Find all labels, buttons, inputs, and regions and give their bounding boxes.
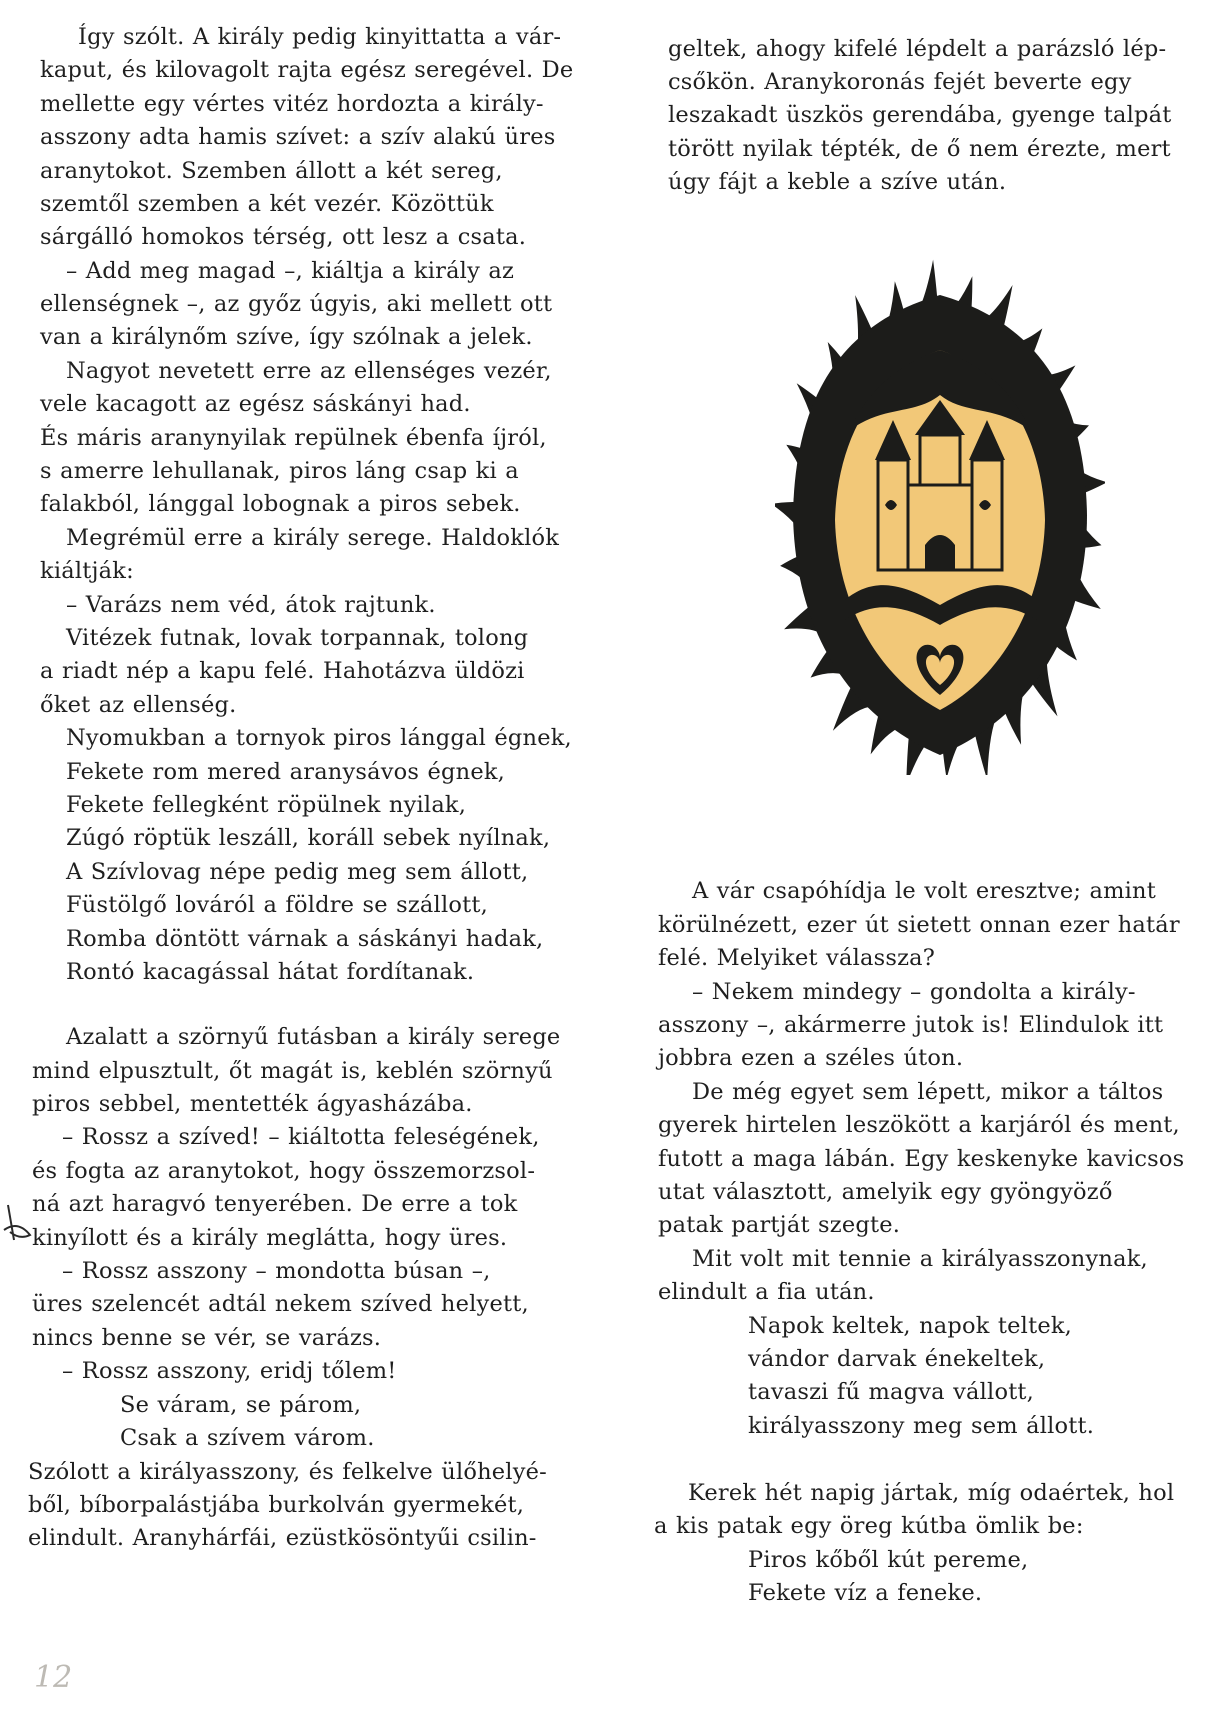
text-line: geltek, ahogy kifelé lépdelt a parázsló lép- (668, 36, 1167, 62)
text-line: ből, bíborpalástjába burkolván gyermekét, (28, 1492, 525, 1518)
text-line: – Varázs nem véd, átok rajtunk. (66, 592, 436, 618)
text-line: kinyílott és a király meglátta, hogy üres. (32, 1225, 508, 1251)
poem-line: vándor darvak énekeltek, (748, 1346, 1046, 1372)
poem-line: Fekete fellegként röpülnek nyilak, (66, 792, 467, 818)
text-line: ná azt haragvó tenyerében. De erre a tok (32, 1191, 518, 1217)
text-line: piros sebbel, mentették ágyasházába. (32, 1091, 473, 1117)
text-line: felé. Melyiket válassza? (658, 945, 936, 971)
text-line: Azalatt a szörnyű futásban a király serege (66, 1024, 561, 1050)
text-line: falakból, lánggal lobognak a piros sebek. (40, 491, 521, 517)
poem-line: A Szívlovag népe pedig meg sem állott, (66, 859, 529, 885)
page-number: 12 (34, 1660, 73, 1695)
text-line: – Rossz asszony, eridj tőlem! (62, 1358, 397, 1384)
poem-line: Fekete víz a feneke. (748, 1580, 983, 1606)
text-line: ellenségnek –, az győz úgyis, aki mellett ott (40, 291, 553, 317)
text-line: a riadt nép a kapu felé. Hahotázva üldözi (40, 658, 525, 684)
text-line: jobbra ezen a széles úton. (658, 1045, 964, 1071)
text-line: körülnézett, ezer út sietett onnan ezer határ (658, 912, 1180, 938)
text-line: utat választott, amelyik egy gyöngyöző (658, 1179, 1113, 1205)
text-line: Szólott a királyasszony, és felkelve ülőhelyé- (28, 1459, 547, 1485)
poem-line: Nyomukban a tornyok piros lánggal égnek, (66, 725, 572, 751)
text-line: A vár csapóhídja le volt eresztve; amint (692, 878, 1156, 904)
text-line: És máris aranynyilak repülnek ébenfa íjról, (40, 425, 547, 451)
text-line: nincs benne se vér, se varázs. (32, 1325, 382, 1351)
text-line: a kis patak egy öreg kútba ömlik be: (654, 1513, 1084, 1539)
text-line: asszony adta hamis szívet: a szív alakú üres (40, 124, 556, 150)
text-line: törött nyilak tépték, de ő nem érezte, mert (668, 136, 1171, 162)
text-line: és fogta az aranytokot, hogy összemorzsol- (32, 1158, 536, 1184)
poem-line: Csak a szívem várom. (120, 1425, 375, 1451)
text-line: mind elpusztult, őt magát is, keblén szörnyű (32, 1058, 553, 1084)
poem-line: Fekete rom mered aranysávos égnek, (66, 759, 506, 785)
text-line: – Rossz a szíved! – kiáltotta feleségének, (62, 1124, 540, 1150)
poem-line: Romba döntött várnak a sáskányi hadak, (66, 926, 544, 952)
text-line: Így szólt. A király pedig kinyittatta a vár- (78, 24, 562, 50)
poem-line: Füstölgő lováról a földre se szállott, (66, 892, 488, 918)
text-line: Kerek hét napig jártak, míg odaértek, hol (688, 1480, 1175, 1506)
text-line: De még egyet sem lépett, mikor a táltos (692, 1079, 1164, 1105)
poem-line: Zúgó röptük leszáll, koráll sebek nyílnak, (66, 825, 551, 851)
text-line: s amerre lehullanak, piros láng csap ki a (40, 458, 519, 484)
text-line: aranytokot. Szemben állott a két sereg, (40, 158, 503, 184)
poem-line: Napok keltek, napok teltek, (748, 1313, 1073, 1339)
text-line: van a királynőm szíve, így szólnak a jelek. (40, 324, 533, 350)
text-line: mellette egy vértes vitéz hordozta a király- (40, 91, 544, 117)
text-line: úgy fájt a keble a szíve után. (668, 169, 1007, 195)
text-line: üres szelencét adtál nekem szíved helyett, (32, 1291, 529, 1317)
text-line: Mit volt mit tennie a királyasszonynak, (692, 1246, 1148, 1272)
text-line: elindult a fia után. (658, 1279, 875, 1305)
handwritten-mark (0, 1200, 40, 1250)
text-line: kaput, és kilovagolt rajta egész seregével. De (40, 57, 574, 83)
text-line: – Add meg magad –, kiáltja a király az (66, 258, 515, 284)
poem-line: Rontó kacagással hátat fordítanak. (66, 959, 475, 985)
text-line: asszony –, akármerre jutok is! Elindulok itt (658, 1012, 1164, 1038)
text-line: Vitézek futnak, lovak torpannak, tolong (66, 625, 529, 651)
castle-heart-sun-emblem-icon (775, 255, 1105, 775)
text-line: – Rossz asszony – mondotta búsan –, (62, 1258, 491, 1284)
poem-line: tavaszi fű magva vállott, (748, 1379, 1035, 1405)
text-line: Megrémül erre a király serege. Haldoklók (66, 525, 560, 551)
text-line: patak partját szegte. (658, 1212, 901, 1238)
poem-line: Se váram, se párom, (120, 1392, 362, 1418)
text-line: futott a maga lábán. Egy keskenyke kavicsos (658, 1146, 1185, 1172)
text-line: kiáltják: (40, 558, 134, 584)
text-line: sárgálló homokos térség, ott lesz a csata. (40, 224, 527, 250)
poem-line: Piros kőből kút pereme, (748, 1547, 1029, 1573)
text-line: elindult. Aranyhárfái, ezüstkösöntyűi csilin- (28, 1525, 537, 1551)
text-line: gyerek hirtelen leszökött a karjáról és ment, (658, 1112, 1180, 1138)
text-line: vele kacagott az egész sáskányi had. (40, 391, 471, 417)
text-line: szemtől szemben a két vezér. Közöttük (40, 191, 494, 217)
text-line: Nagyot nevetett erre az ellenséges vezér, (66, 358, 552, 384)
poem-line: királyasszony meg sem állott. (748, 1413, 1095, 1439)
text-line: leszakadt üszkös gerendába, gyenge talpát (668, 102, 1172, 128)
text-line: őket az ellenség. (40, 692, 237, 718)
text-line: – Nekem mindegy – gondolta a király- (692, 979, 1136, 1005)
text-line: csőkön. Aranykoronás fejét beverte egy (668, 69, 1132, 95)
